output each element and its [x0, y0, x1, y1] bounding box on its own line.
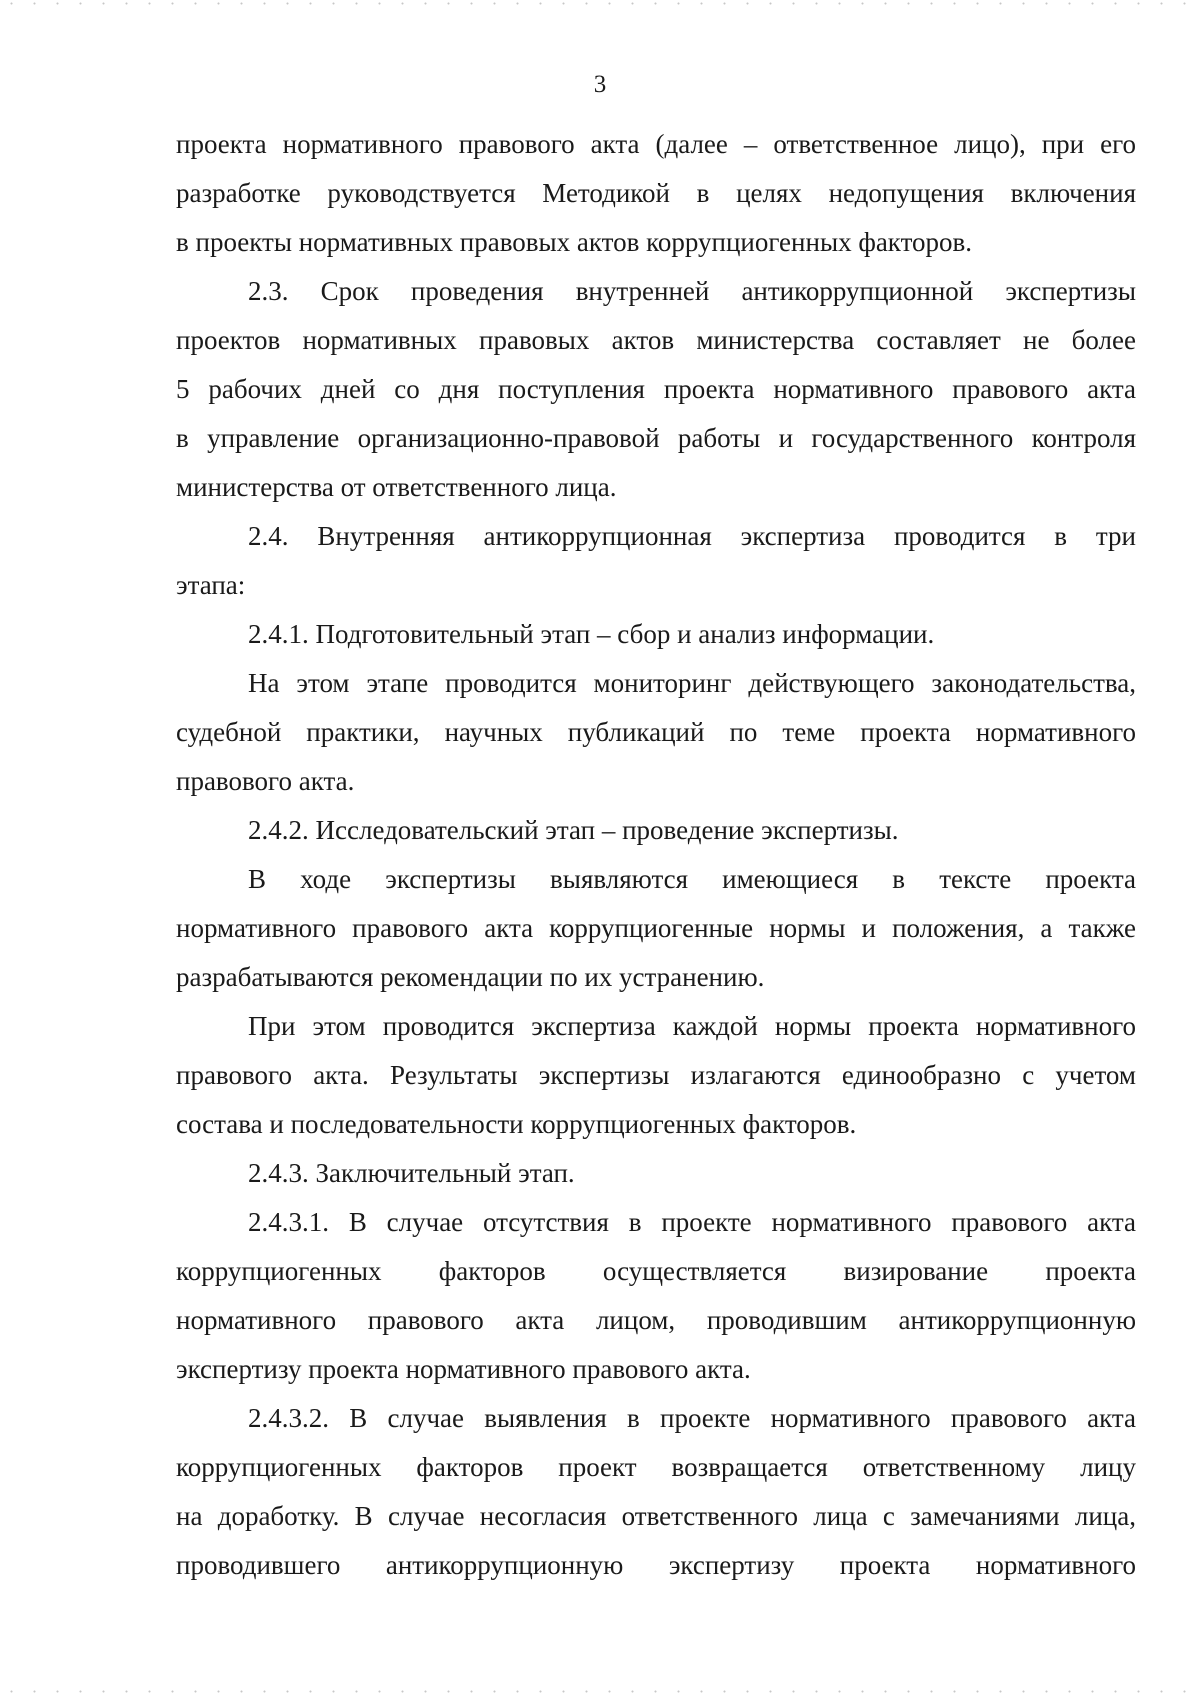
text-line: 2.3. Срок проведения внутренней антикоррупционной экспертизы	[248, 276, 1136, 306]
text-line: разработке руководствуется Методикой в целях недопущения включения	[176, 178, 1136, 208]
text-line: 2.4.2. Исследовательский этап – проведение экспертизы.	[248, 815, 899, 845]
text-line: состава и последовательности коррупциогенных факторов.	[176, 1109, 857, 1139]
text-line: 2.4. Внутренняя антикоррупционная экспертиза проводится в три	[248, 521, 1136, 551]
text-line: нормативного правового акта лицом, проводившим антикоррупционную	[176, 1305, 1136, 1335]
text-line: 2.4.1. Подготовительный этап – сбор и анализ информации.	[248, 619, 935, 649]
scan-artifact-bottom	[0, 1690, 1200, 1693]
text-line: в проекты нормативных правовых актов коррупциогенных факторов.	[176, 227, 973, 257]
text-line: коррупциогенных факторов осуществляется визирование проекта	[176, 1256, 1136, 1286]
text-line: нормативного правового акта коррупциогенные нормы и положения, а также	[176, 913, 1136, 943]
text-line: разрабатываются рекомендации по их устранению.	[176, 962, 765, 992]
scan-artifact-top	[0, 2, 1200, 5]
text-line: проектов нормативных правовых актов министерства составляет не более	[176, 325, 1136, 355]
text-line: правового акта.	[176, 766, 355, 796]
document-body	[176, 120, 1136, 1590]
page-number: 3	[593, 71, 607, 98]
text-line: судебной практики, научных публикаций по теме проекта нормативного	[176, 717, 1136, 747]
text-line: 5 рабочих дней со дня поступления проекта нормативного правового акта	[176, 374, 1136, 404]
text-line: При этом проводится экспертиза каждой нормы проекта нормативного	[248, 1011, 1136, 1041]
text-line: в управление организационно-правовой работы и государственного контроля	[176, 423, 1136, 453]
text-line: этапа:	[176, 570, 246, 600]
text-line: проводившего антикоррупционную экспертизу проекта нормативного	[176, 1550, 1136, 1580]
text-line: министерства от ответственного лица.	[176, 472, 617, 502]
text-line: проекта нормативного правового акта (далее – ответственное лицо), при его	[176, 129, 1136, 159]
text-line: На этом этапе проводится мониторинг действующего законодательства,	[248, 668, 1136, 698]
text-line: 2.4.3.2. В случае выявления в проекте нормативного правового акта	[248, 1403, 1136, 1433]
text-line: правового акта. Результаты экспертизы излагаются единообразно с учетом	[176, 1060, 1136, 1090]
text-line: коррупциогенных факторов проект возвращается ответственному лицу	[176, 1452, 1136, 1482]
text-line: В ходе экспертизы выявляются имеющиеся в тексте проекта	[248, 864, 1136, 894]
text-line: 2.4.3.1. В случае отсутствия в проекте нормативного правового акта	[248, 1207, 1136, 1237]
text-line: 2.4.3. Заключительный этап.	[248, 1158, 575, 1188]
text-line: экспертизу проекта нормативного правового акта.	[176, 1354, 751, 1384]
text-line: на доработку. В случае несогласия ответственного лица с замечаниями лица,	[176, 1501, 1136, 1531]
